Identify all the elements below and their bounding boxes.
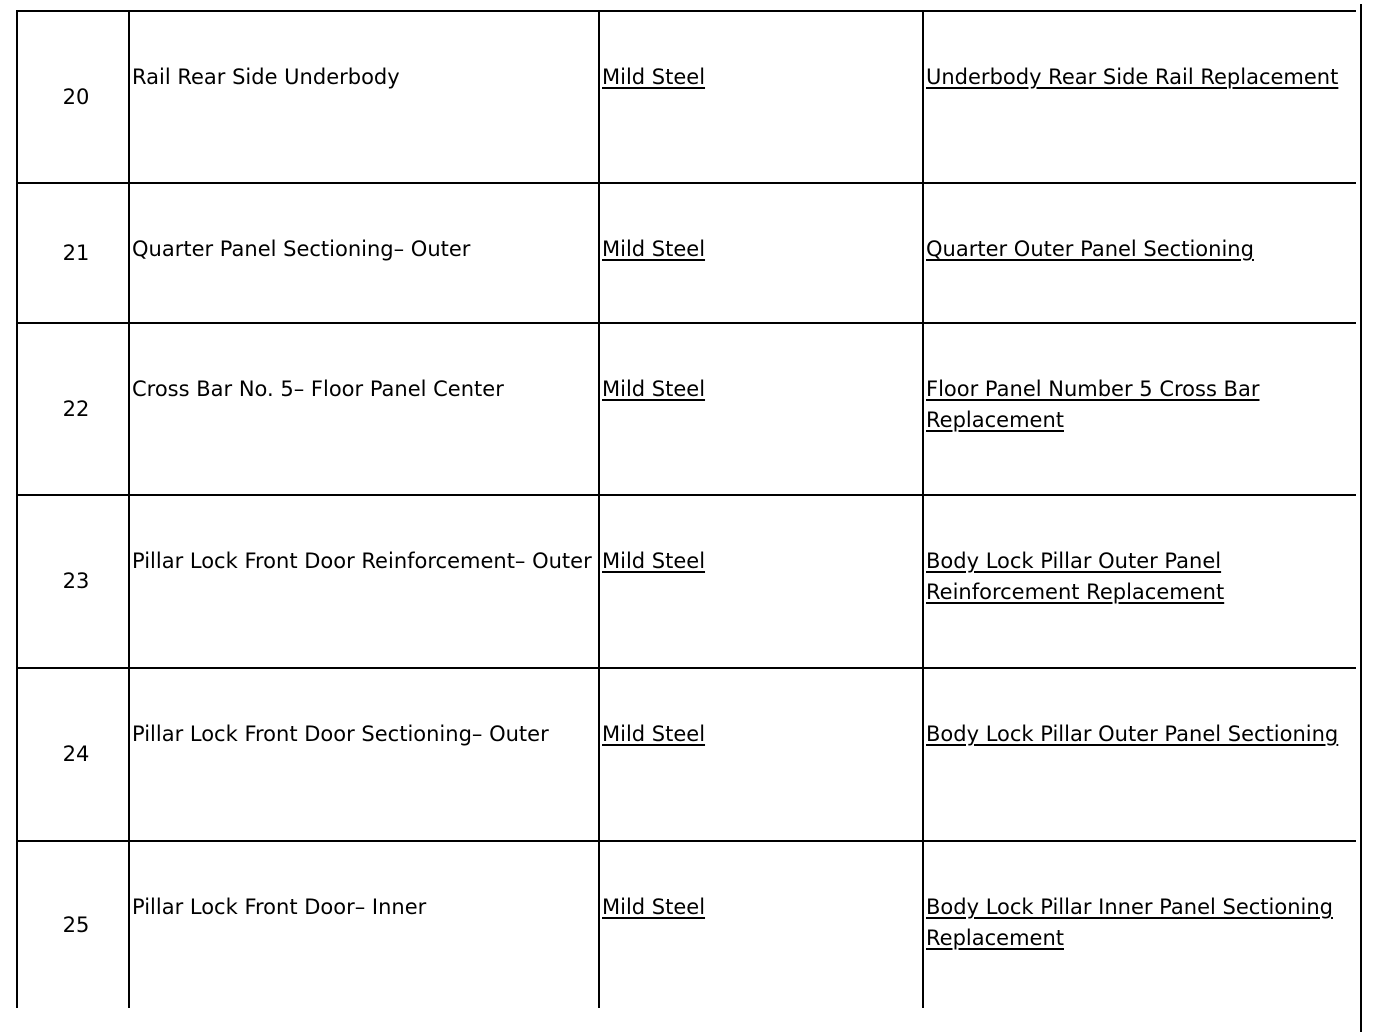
table-right-border	[1360, 4, 1362, 1032]
part-name-cell	[128, 322, 598, 494]
row-number-cell	[16, 322, 128, 494]
part-name: Pillar Lock Front Door– Inner	[132, 895, 427, 919]
material-link[interactable]: Mild Steel	[602, 549, 706, 573]
row-number: 21	[62, 240, 90, 265]
row-number-cell	[16, 494, 128, 667]
procedure-link[interactable]: Floor Panel Number 5 Cross Bar Replacement	[926, 377, 1260, 432]
part-name-cell	[128, 494, 598, 667]
material-cell	[598, 10, 922, 182]
procedure-cell	[922, 840, 1356, 1008]
procedure-link[interactable]: Body Lock Pillar Outer Panel Reinforcement Replacement	[926, 549, 1225, 604]
row-number: 22	[62, 396, 90, 421]
material-cell	[598, 322, 922, 494]
material-cell	[598, 182, 922, 322]
material-cell	[598, 494, 922, 667]
material-link[interactable]: Mild Steel	[602, 65, 706, 89]
part-name-cell	[128, 840, 598, 1008]
part-name-cell	[128, 10, 598, 182]
row-number: 20	[62, 84, 90, 109]
procedure-link[interactable]: Body Lock Pillar Outer Panel Sectioning	[926, 722, 1339, 746]
material-link[interactable]: Mild Steel	[602, 377, 706, 401]
procedure-link[interactable]: Underbody Rear Side Rail Replacement	[926, 65, 1339, 89]
material-link[interactable]: Mild Steel	[602, 895, 706, 919]
row-number-cell	[16, 182, 128, 322]
material-link[interactable]: Mild Steel	[602, 237, 706, 261]
part-name-cell	[128, 182, 598, 322]
material-cell	[598, 667, 922, 840]
material-link[interactable]: Mild Steel	[602, 722, 706, 746]
part-name: Rail Rear Side Underbody	[132, 65, 400, 89]
row-number-cell	[16, 840, 128, 1008]
procedure-cell	[922, 667, 1356, 840]
procedure-cell	[922, 10, 1356, 182]
row-number-cell	[16, 667, 128, 840]
part-name: Pillar Lock Front Door Reinforcement– Outer	[132, 549, 592, 573]
material-cell	[598, 840, 922, 1008]
part-name: Quarter Panel Sectioning– Outer	[132, 237, 471, 261]
row-number: 23	[62, 569, 90, 593]
procedure-cell	[922, 322, 1356, 494]
row-number: 25	[62, 912, 90, 937]
part-name-cell	[128, 667, 598, 840]
part-name: Cross Bar No. 5– Floor Panel Center	[132, 377, 504, 401]
row-number-cell	[16, 10, 128, 182]
procedure-link[interactable]: Body Lock Pillar Inner Panel Sectioning Replacement	[926, 895, 1333, 950]
procedure-cell	[922, 182, 1356, 322]
procedure-link[interactable]: Quarter Outer Panel Sectioning	[926, 237, 1254, 261]
row-number: 24	[62, 742, 90, 766]
procedure-cell	[922, 494, 1356, 667]
part-name: Pillar Lock Front Door Sectioning– Outer	[132, 722, 549, 746]
